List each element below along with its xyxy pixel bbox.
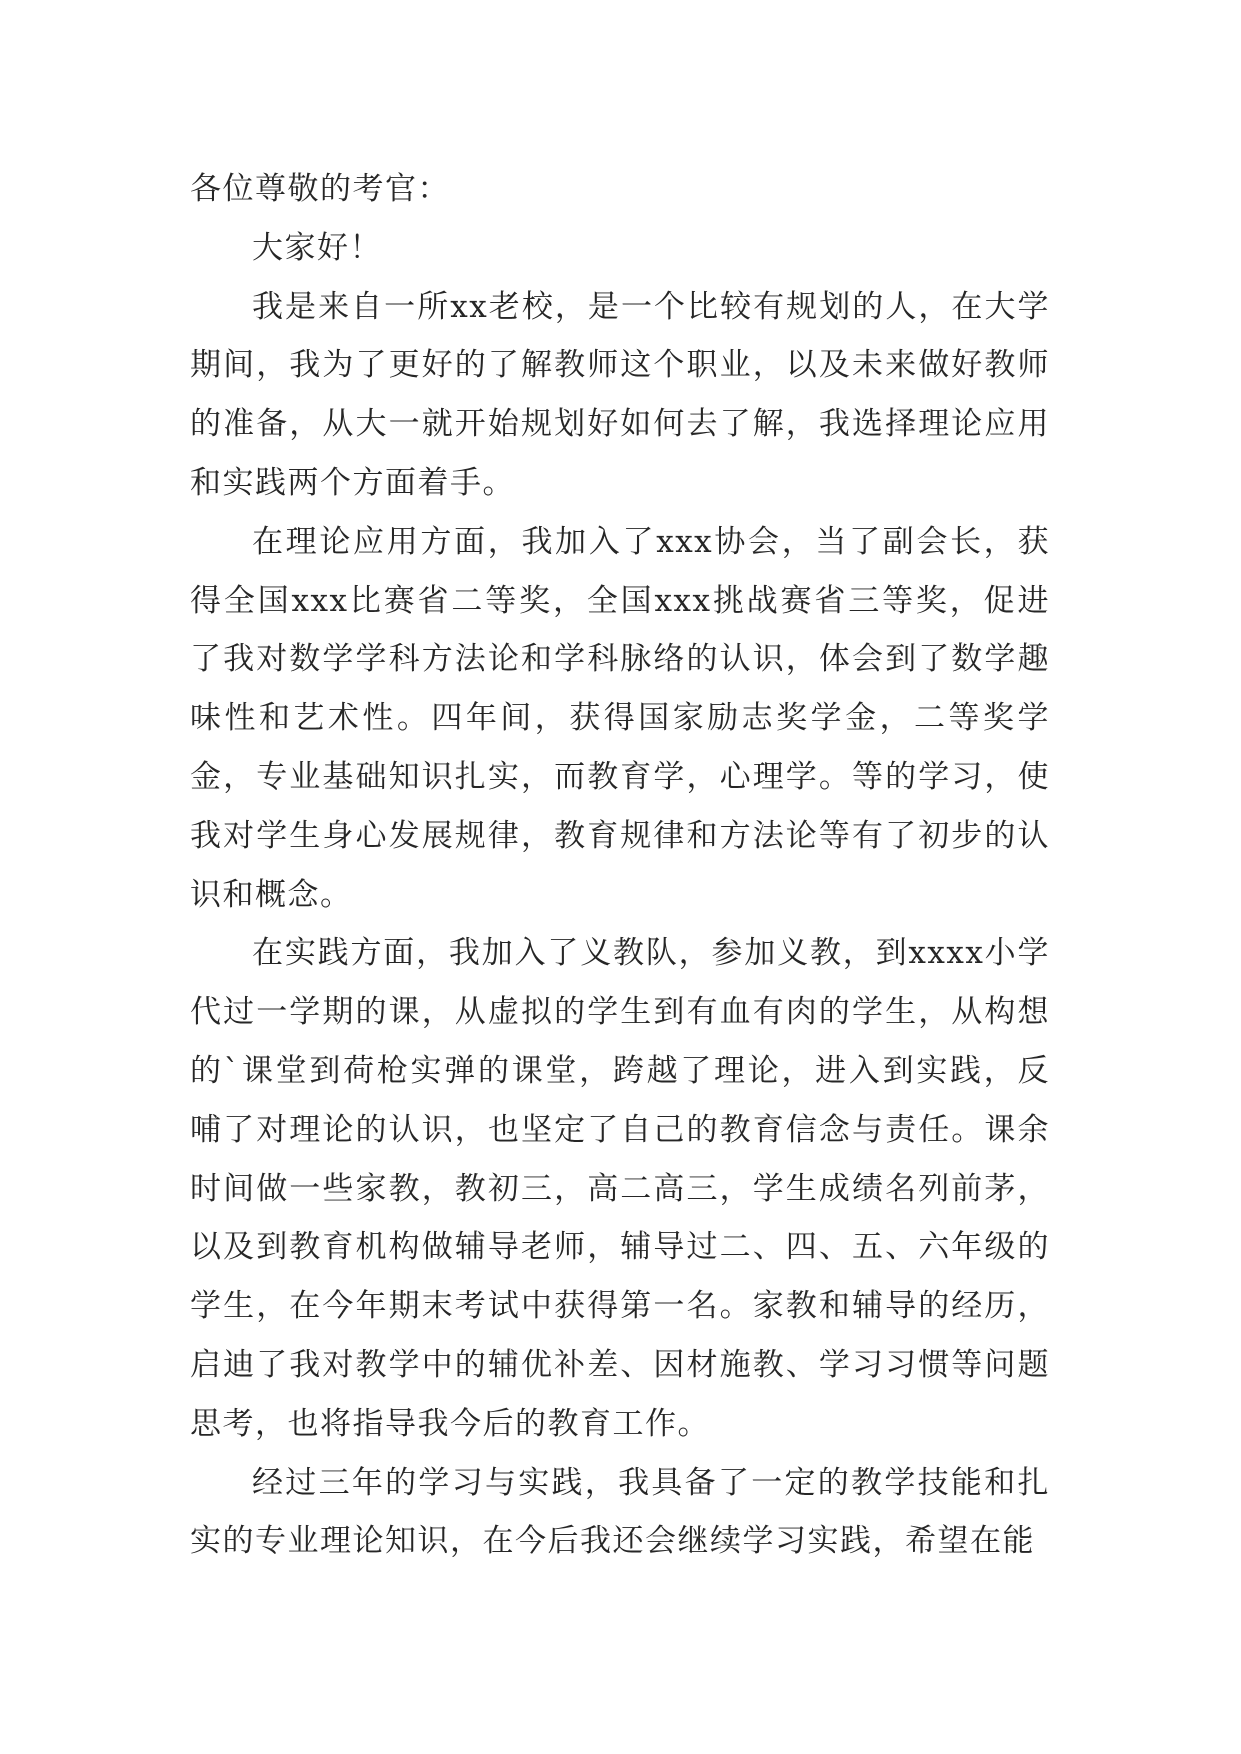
document-body	[190, 160, 1050, 1571]
paragraph-intro: 我是来自一所xx老校，是一个比较有规划的人，在大学期间，我为了更好的了解教师这个职业，以及未来做好教师的准备，从大一就开始规划好如何去了解，我选择理论应用和实践两个方面着手。	[190, 288, 1050, 501]
paragraph-theory: 在理论应用方面，我加入了xxx协会，当了副会长，获得全国xxx比赛省二等奖，全国xxx挑战赛省三等奖，促进了我对数学学科方法论和学科脉络的认识，体会到了数学趣味性和艺术性。四年间，获得国家励志奖学金，二等奖学金，专业基础知识扎实，而教育学，心理学。等的学习，使我对学生身心发展规律，教育规律和方法论等有了初步的认识和概念。	[190, 523, 1050, 913]
paragraph-practice: 在实践方面，我加入了义教队，参加义教，到xxxx小学代过一学期的课，从虚拟的学生到有血有肉的学生，从构想的`课堂到荷枪实弹的课堂，跨越了理论，进入到实践，反哺了对理论的认识，也坚定了自己的教育信念与责任。课余时间做一些家教，教初三，高二高三，学生成绩名列前茅，以及到教育机构做辅导老师，辅导过二、四、五、六年级的学生，在今年期末考试中获得第一名。家教和辅导的经历，启迪了我对教学中的辅优补差、因材施教、学习习惯等问题思考，也将指导我今后的教育工作。	[190, 935, 1050, 1442]
paragraph-conclusion: 经过三年的学习与实践，我具备了一定的教学技能和扎实的专业理论知识，在今后我还会继续学习实践，希望在能	[190, 1464, 1050, 1560]
salutation: 各位尊敬的考官：	[190, 171, 450, 207]
greeting: 大家好！	[252, 229, 382, 266]
